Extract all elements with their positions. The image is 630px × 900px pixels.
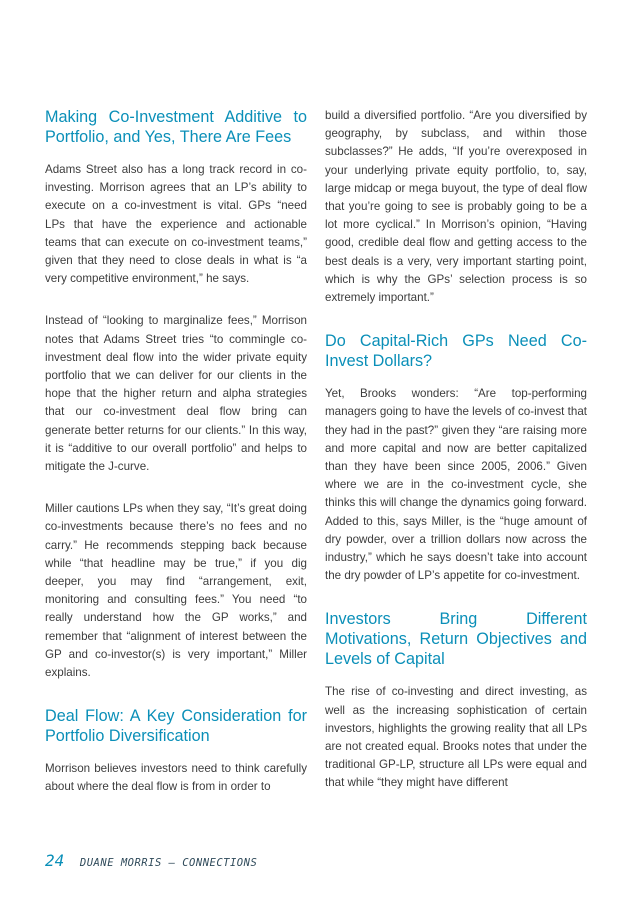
paragraph: The rise of co-investing and direct investing, as well as the increasing sophistication of certain investors, highlights the growing reality that all LPs are not created equal. Brooks notes that under the traditional GP-LP, structure all LPs were equal and that while “they might have different	[325, 685, 587, 790]
section-heading-investors-motivations: Investors Bring Different Motivations, Return Objectives and Levels of Capital	[325, 610, 587, 669]
section-heading-capital-rich-gps: Do Capital-Rich GPs Need Co-Invest Dollars?	[325, 332, 587, 371]
page-number: 24	[45, 851, 65, 870]
paragraph: Miller cautions LPs when they say, “It’s great doing co-investments because there’s no fees and no carry.” He recommends stepping back because while “that headline may be true,” if you dig deeper, you may find “arrangement, exit, monitoring and consulting fees.” You need “to really understand how the GP works,” and remember that “alignment of interest between the GP and co-investor(s) is very important,” Miller explains.	[45, 502, 307, 680]
paragraph: Adams Street also has a long track record in co-investing. Morrison agrees that an LP’s ability to execute on a co-investment is vital. GPs “need LPs that have the experience and actionable teams that can execute on co-investment teams,” given that they need to close deals in what is “a very competitive environment,” he says.	[45, 163, 307, 286]
paragraph: Yet, Brooks wonders: “Are top-performing managers going to have the levels of co-invest that they had in the past?” given they “are raising more and more capital and now are better capitalized than they have been since 2005, 2006.” Given where we are in the co-investment cycle, she thinks this will change the dynamics going forward. Added to this, says Miller, is the “huge amount of dry powder, over a trillion dollars now across the industry,” which he says doesn’t take into account the dry powder of LP’s appetite for co-investment.	[325, 387, 587, 583]
paragraph: Morrison believes investors need to think carefully about where the deal flow is from in order to	[45, 762, 307, 794]
paragraph: Instead of “looking to marginalize fees,” Morrison notes that Adams Street tries “to commingle co-investment deal flow into the wider private equity portfolio that we can deliver for our clients in the hope that the higher return and alpha strategies that our co-investment deal flow bring can generate better returns for our clients.” In this way, it is “additive to our overall portfolio” and helps to mitigate the J-curve.	[45, 314, 307, 474]
paragraph-continued: build a diversified portfolio. “Are you diversified by geography, by subclass, and within those subclasses?” He adds, “If you’re overexposed in your underlying private equity portfolio, to, say, large midcap or mega buyout, the type of deal flow that you’re going to see is probably going to be a lot more cyclical.” In Morrison’s opinion, “Having good, credible deal flow and getting access to the best deals is a very, very important starting point, which is why the GPs’ selection process is so extremely important.”	[325, 109, 587, 305]
section-heading-deal-flow: Deal Flow: A Key Consideration for Portfolio Diversification	[45, 707, 307, 746]
publication-title: DUANE MORRIS — CONNECTIONS	[79, 857, 258, 869]
left-column	[45, 107, 307, 821]
right-column	[325, 107, 587, 817]
page-footer	[45, 851, 257, 870]
section-heading-co-investment-additive: Making Co-Investment Additive to Portfolio, and Yes, There Are Fees	[45, 108, 307, 146]
